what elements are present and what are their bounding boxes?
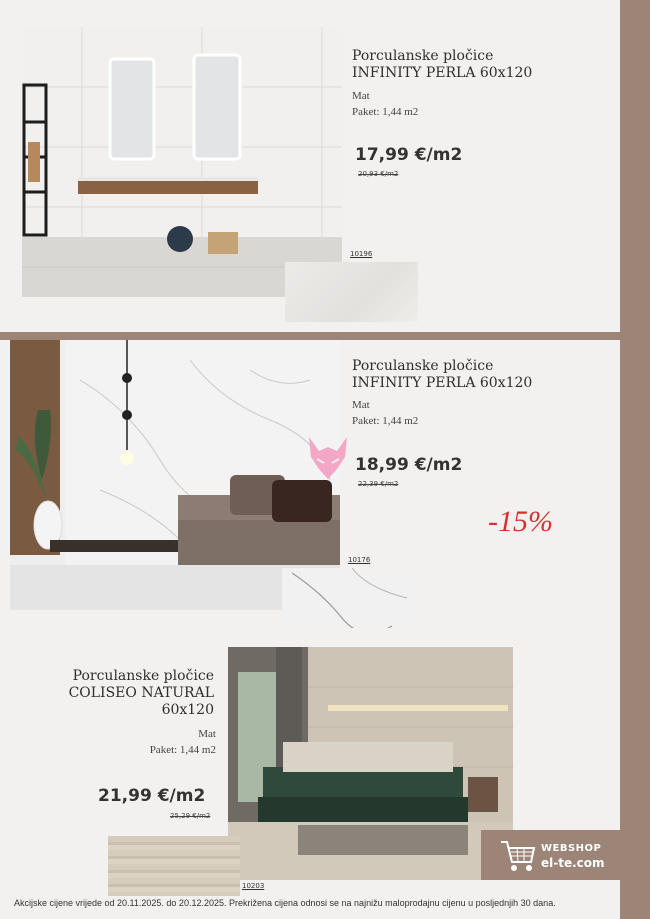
webshop-label: WEBSHOP [541,843,602,854]
shopping-cart-icon [499,838,537,874]
product-old-price: 20,93 €/m2 [358,170,399,178]
product-package: Paket: 1,44 m2 [352,415,419,427]
product-title-line1: Porculanske pločice [352,358,494,374]
product-title-line2: COLISEO NATURAL [68,685,214,701]
product-price: 17,99 €/m2 [355,145,463,165]
webshop-url: el-te.com [541,856,605,870]
tile-swatch-coliseo-natural [108,836,240,896]
bathroom-photo [22,27,342,297]
product-old-price: 22,39 €/m2 [358,480,399,488]
brand-fox-logo [303,433,353,483]
product-code: 10176 [348,556,371,564]
product-title [30,668,214,719]
discount-badge: -15% [488,505,553,538]
product-title-line1: Porculanske pločice [72,668,214,684]
product-specs [100,726,216,758]
product-price: 18,99 €/m2 [355,455,463,475]
product-package: Paket: 1,44 m2 [149,744,216,756]
product-specs [352,88,418,120]
section-divider [0,332,620,340]
webshop-link[interactable] [481,830,620,880]
tile-swatch-infinity-perla [285,262,418,322]
product-title-line3: 60x120 [161,702,214,718]
product-code: 10196 [350,250,373,258]
product-finish: Mat [352,90,370,102]
product-title [352,358,532,392]
product-specs [352,397,418,429]
product-finish: Mat [198,728,216,740]
tile-swatch-infinity-perla-marble [282,568,412,628]
product-package: Paket: 1,44 m2 [352,106,419,118]
product-title-line1: Porculanske pločice [352,48,494,64]
right-accent-bar [620,0,650,919]
footer-disclaimer: Akcijske cijene vrijede od 20.11.2025. do 20.12.2025. Prekrižena cijena odnosi se na najnižu maloprodajnu cijenu u posljednjih 30 dana. [14,898,556,908]
product-title-line2: INFINITY PERLA 60x120 [352,65,533,81]
product-title-line2: INFINITY PERLA 60x120 [352,375,533,391]
bedroom-photo [228,647,513,880]
product-code: 10203 [242,882,265,890]
product-old-price: 25,29 €/m2 [170,812,211,820]
product-finish: Mat [352,399,370,411]
product-title [352,48,532,82]
product-price: 21,99 €/m2 [98,786,206,806]
